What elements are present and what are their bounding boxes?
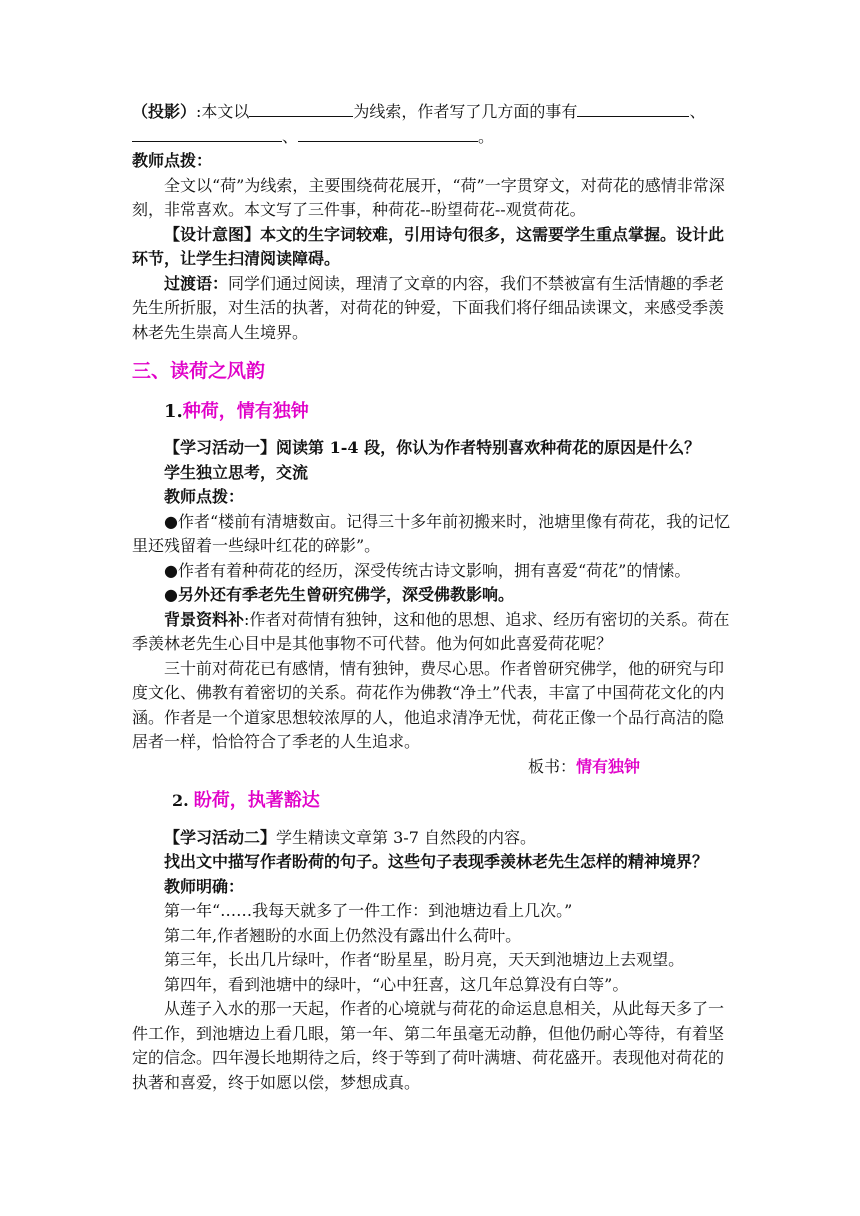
transition-paragraph [132, 272, 732, 346]
activity-label: 【学习活动一】 [164, 438, 277, 457]
projection-text-2: 为线索，作者写了几方面的事有 [353, 102, 578, 121]
teacher-clarify-label: 教师明确： [164, 876, 245, 896]
teacher-tip-label: 教师点拨： [132, 151, 213, 170]
blank-event-1 [577, 102, 689, 117]
activity-text: 学生精读文章第 3-7 自然段的内容。 [276, 827, 536, 847]
activity-1-think: 学生独立思考，交流 [164, 462, 309, 482]
year-2: 第二年,作者翘盼的水面上仍然没有露出什么荷叶。 [164, 925, 522, 945]
board-text: 情有独钟 [575, 756, 640, 776]
blank-event-3 [298, 127, 478, 142]
summary-paragraph: 从莲子入水的那一天起，作者的心境就与荷花的命运息息相关，从此每天多了一件工作，到池塘边上看几眼，第一年、第二年虽毫无动静，但他仍耐心等待，有着坚定的信念。四年漫长地期待之后，终于等到了荷叶满塘、荷花盛开。表现他对荷花的执著和喜爱，终于如愿以偿，梦想成真。 [132, 999, 725, 1092]
bullet-1: ●作者“楼前有清塘数亩。记得三十多年前初搬来时，池塘里像有荷花，我的记忆里还残留着一些绿叶红花的碎影”。 [132, 511, 731, 555]
section-heading: 三、读荷之风韵 [132, 360, 266, 382]
subsection-heading-1 [132, 400, 732, 425]
activity-2 [132, 826, 732, 851]
activity-label: 【学习活动二】 [164, 827, 277, 847]
blank-event-2 [132, 127, 282, 142]
period: 。 [478, 126, 495, 146]
transition-label: 过渡语： [164, 273, 229, 293]
activity-2-question: 找出文中描写作者盼荷的句子。这些句子表现季羡林老先生怎样的精神境界？ [164, 852, 709, 871]
subsection-number: 1. [164, 400, 183, 422]
separator: 、 [282, 126, 299, 146]
subsection-heading-2 [132, 789, 732, 814]
subsection-title: 盼荷，执著豁达 [193, 790, 320, 811]
content-column [132, 100, 732, 1095]
year-4: 第四年，看到池塘中的绿叶，“心中狂喜，这几年总算没有白等”。 [164, 974, 629, 994]
teacher-tip-label: 教师点拨： [164, 487, 245, 506]
bullet-2: ●作者有着种荷花的经历，深受传统古诗文影响，拥有喜爱“荷花”的情愫。 [164, 560, 691, 580]
projection-line-2 [132, 125, 732, 150]
background-label: 背景资料补 [164, 609, 245, 629]
subsection-title: 种荷，情有独钟 [182, 400, 309, 422]
blank-clue [249, 102, 353, 117]
projection-line [132, 100, 732, 125]
year-3: 第三年，长出几片绿叶，作者“盼星星，盼月亮，天天到池塘边上去观望。 [164, 950, 685, 969]
background-paragraph [132, 608, 732, 657]
explanation-paragraph: 三十前对荷花已有感情，情有独钟，费尽心思。作者曾研究佛学，他的研究与印度文化、佛教有着密切的关系。荷花作为佛教“净土”代表，丰富了中国荷花文化的内涵。作者是一个道家思想较浓厚的人，他追求清净无忧，荷花正像一个品行高洁的隐居者一样，恰恰符合了季老的人生追求。 [132, 658, 725, 751]
design-intent: 【设计意图】本文的生字词较难，引用诗句很多，这需要学生重点掌握。设计此环节，让学生扫清阅读障碍。 [132, 224, 725, 268]
subsection-number: 2. [172, 791, 189, 810]
activity-1 [132, 436, 732, 461]
bullet-3: ●另外还有季老先生曾研究佛学，深受佛教影响。 [164, 585, 514, 604]
transition-text: 同学们通过阅读，理清了文章的内容，我们不禁被富有生活情趣的季老先生所折服，对生活的执著，对荷花的钟爱，下面我们将仔细品读课文，来感受季羡林老先生崇高人生境界。 [132, 273, 725, 342]
background-text: :作者对荷情有独钟，这和他的思想、追求、经历有密切的关系。荷在季羡林老先生心目中是其他事物不可代替。他为何如此喜爱荷花呢？ [132, 609, 730, 653]
year-1: 第一年“……我每天就多了一件工作：到池塘边看上几次。” [164, 901, 573, 920]
projection-label: （投影） [132, 102, 197, 121]
activity-text: 阅读第 1-4 段，你认为作者特别喜欢种荷花的原因是什么？ [276, 438, 701, 457]
teacher-tip-text: 全文以“荷”为线索，主要围绕荷花展开，“荷”一字贯穿文，对荷花的感情非常深刻，非常喜欢。本文写了三件事，种荷花--盼望荷花--观赏荷花。 [132, 175, 725, 219]
projection-text-1: :本文以 [196, 102, 250, 121]
board-writing [132, 755, 732, 780]
board-label: 板书： [527, 756, 576, 776]
separator: 、 [689, 102, 706, 121]
